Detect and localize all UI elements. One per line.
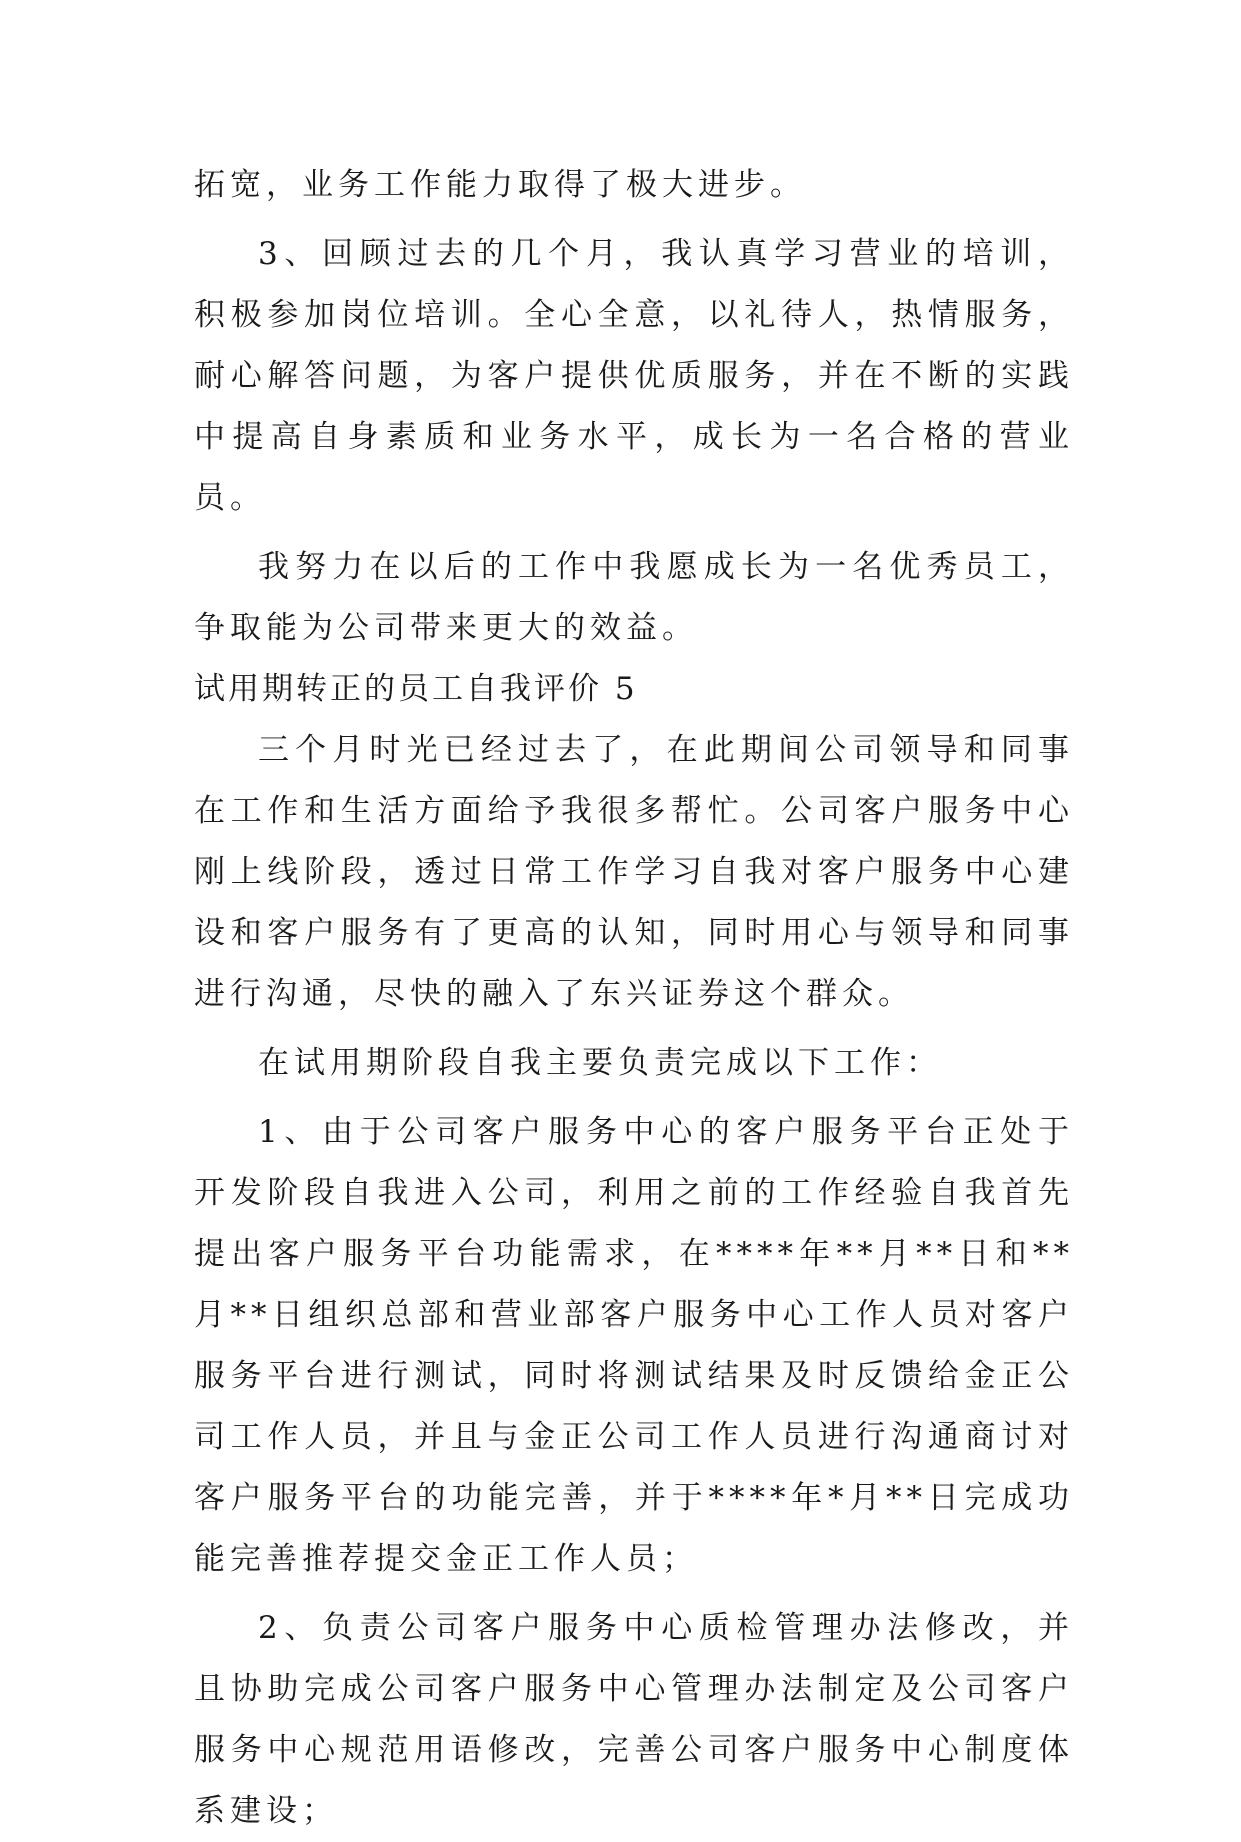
paragraph-continued: 拓宽，业务工作能力取得了极大进步。 bbox=[194, 167, 806, 203]
paragraph-gap bbox=[194, 1094, 1074, 1102]
paragraph-gap bbox=[194, 1590, 1074, 1598]
paragraph-item-1: 1、由于公司客户服务中心的客户服务平台正处于开发阶段自我进入公司，利用之前的工作经验自我首先提出客户服务平台功能需求，在****年**月**日和**月**日组织总部和营业部客户服务中心工作人员对客户服务平台进行测试，同时将测试结果及时反馈给金正公司工作人员，并且与金正公司工作人员进行沟通商讨对客户服务平台的功能完善，并于****年*月**日完成功能完善推荐提交金正工作人员； bbox=[194, 1114, 1074, 1577]
section-heading: 试用期转正的员工自我评价 5 bbox=[194, 671, 638, 707]
paragraph-duties: 在试用期阶段自我主要负责完成以下工作： bbox=[258, 1045, 942, 1081]
paragraph-item-2: 2、负责公司客户服务中心质检管理办法修改，并且协助完成公司客户服务中心管理办法制定及公司客户服务中心规范用语修改，完善公司客户服务中心制度体系建设； bbox=[194, 1610, 1074, 1829]
paragraph-effort: 我努力在以后的工作中我愿成长为一名优秀员工，争取能为公司带来更大的效益。 bbox=[194, 549, 1074, 646]
paragraph-intro: 三个月时光已经过去了，在此期间公司领导和同事在工作和生活方面给予我很多帮忙。公司客户服务中心刚上线阶段，透过日常工作学习自我对客户服务中心建设和客户服务有了更高的认知，同时用心与领导和同事进行沟通，尽快的融入了东兴证券这个群众。 bbox=[194, 732, 1074, 1012]
paragraph-gap bbox=[194, 216, 1074, 224]
paragraph-gap bbox=[194, 1025, 1074, 1033]
paragraph-gap bbox=[194, 529, 1074, 537]
paragraph-item-3: 3、回顾过去的几个月，我认真学习营业的培训，积极参加岗位培训。全心全意，以礼待人，热情服务，耐心解答问题，为客户提供优质服务，并在不断的实践中提高自身素质和业务水平，成长为一名合格的营业员。 bbox=[194, 236, 1074, 516]
document-body bbox=[194, 155, 1074, 1842]
